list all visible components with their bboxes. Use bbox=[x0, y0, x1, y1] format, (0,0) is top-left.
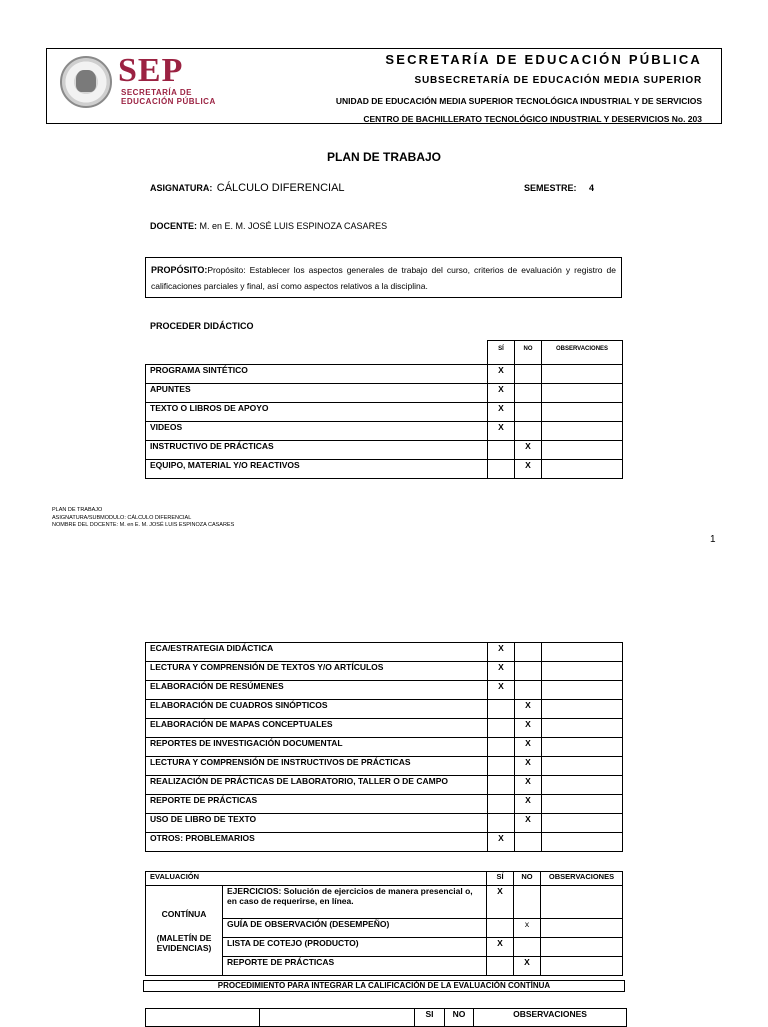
footer-line-1: PLAN DE TRABAJO bbox=[52, 507, 103, 513]
no-cell: X bbox=[515, 460, 542, 479]
sep-logo-sub-line1: SECRETARÍA DE bbox=[121, 88, 192, 97]
si-cell bbox=[488, 795, 515, 814]
evaluacion-item: GUÍA DE OBSERVACIÓN (DESEMPEÑO) bbox=[223, 919, 487, 938]
no-cell: X bbox=[515, 719, 542, 738]
docente-row bbox=[150, 221, 387, 231]
page-footer bbox=[52, 507, 234, 530]
proposito-box bbox=[145, 257, 622, 298]
docente-value: M. en E. M. JOSÉ LUIS ESPINOZA CASARES bbox=[199, 221, 388, 231]
si-cell bbox=[488, 814, 515, 833]
evaluacion-no bbox=[514, 886, 541, 919]
si-cell: X bbox=[488, 422, 515, 441]
si-cell: X bbox=[488, 833, 515, 852]
estrategia-row bbox=[146, 719, 623, 738]
item-label: LECTURA Y COMPRENSIÓN DE TEXTOS Y/O ARTÍCULOS bbox=[146, 662, 488, 681]
evaluacion-no: x bbox=[514, 919, 541, 938]
evaluacion-item: REPORTE DE PRÁCTICAS bbox=[223, 957, 487, 976]
observaciones-cell bbox=[542, 738, 623, 757]
si-cell: X bbox=[488, 384, 515, 403]
sep-logo-subtitle bbox=[121, 88, 216, 106]
no-cell: X bbox=[515, 776, 542, 795]
no-cell bbox=[515, 643, 542, 662]
footer-line-3: NOMBRE DEL DOCENTE: M. en E. M. JOSÉ LUIS ESPINOZA CASARES bbox=[52, 522, 235, 528]
item-label: ELABORACIÓN DE MAPAS CONCEPTUALES bbox=[146, 719, 488, 738]
evaluacion-si: X bbox=[487, 938, 514, 957]
estrategia-row bbox=[146, 700, 623, 719]
no-cell bbox=[515, 662, 542, 681]
observaciones-cell bbox=[542, 681, 623, 700]
proceder-row bbox=[146, 422, 623, 441]
observaciones-cell bbox=[542, 460, 623, 479]
proceder-table-header bbox=[146, 341, 623, 365]
si-cell bbox=[488, 757, 515, 776]
no-cell bbox=[515, 681, 542, 700]
si-cell bbox=[488, 738, 515, 757]
header-line-4: CENTRO DE BACHILLERATO TECNOLÓGICO INDUSTRIAL Y DESERVICIOS No. 203 bbox=[363, 114, 702, 124]
estrategia-row bbox=[146, 833, 623, 852]
item-label: VIDEOS bbox=[146, 422, 488, 441]
header-si: SI bbox=[415, 1009, 445, 1027]
header-evaluacion: EVALUACIÓN bbox=[146, 872, 487, 886]
header-line-1: SECRETARÍA DE EDUCACIÓN PÚBLICA bbox=[385, 52, 702, 67]
observaciones-cell bbox=[542, 662, 623, 681]
proposito-text: Propósito: Establecer los aspectos generales de trabajo del curso, criterios de evaluación y registro de calificaciones parciales y final, así como aspectos relativos a la disciplina. bbox=[151, 265, 616, 291]
item-label: APUNTES bbox=[146, 384, 488, 403]
evaluacion-observaciones bbox=[541, 886, 623, 919]
observaciones-cell bbox=[542, 441, 623, 460]
item-label: TEXTO O LIBROS DE APOYO bbox=[146, 403, 488, 422]
evaluacion-observaciones bbox=[541, 957, 623, 976]
proceder-table bbox=[145, 340, 623, 479]
item-label: PROGRAMA SINTÉTICO bbox=[146, 365, 488, 384]
si-cell: X bbox=[488, 403, 515, 422]
asignatura-row bbox=[150, 178, 345, 196]
estrategia-row bbox=[146, 795, 623, 814]
observaciones-cell bbox=[542, 814, 623, 833]
no-cell: X bbox=[515, 738, 542, 757]
estrategia-row bbox=[146, 681, 623, 700]
header-line-2: SUBSECRETARÍA DE EDUCACIÓN MEDIA SUPERIOR bbox=[414, 75, 702, 86]
si-cell: X bbox=[488, 662, 515, 681]
no-cell bbox=[515, 833, 542, 852]
evaluacion-item: EJERCICIOS: Solución de ejercicios de manera presencial o, en caso de requerirse, en línea. bbox=[223, 886, 487, 919]
header-observaciones: OBSERVACIONES bbox=[541, 872, 623, 886]
evaluacion-table-header bbox=[146, 872, 623, 886]
observaciones-cell bbox=[542, 365, 623, 384]
asignatura-label: ASIGNATURA: bbox=[150, 183, 213, 193]
no-cell bbox=[515, 403, 542, 422]
proceder-row bbox=[146, 403, 623, 422]
evaluacion-table bbox=[145, 871, 623, 976]
continua-group bbox=[146, 886, 223, 976]
proceder-row bbox=[146, 441, 623, 460]
evaluacion-si bbox=[487, 957, 514, 976]
no-cell: X bbox=[515, 700, 542, 719]
proceder-row bbox=[146, 460, 623, 479]
estrategia-row bbox=[146, 643, 623, 662]
no-cell: X bbox=[515, 441, 542, 460]
si-cell: X bbox=[488, 643, 515, 662]
no-cell bbox=[515, 365, 542, 384]
si-cell bbox=[488, 776, 515, 795]
observaciones-cell bbox=[542, 776, 623, 795]
sep-logo-sub-line2: EDUCACIÓN PÚBLICA bbox=[121, 97, 216, 106]
si-cell bbox=[488, 719, 515, 738]
observaciones-cell bbox=[542, 403, 623, 422]
observaciones-cell bbox=[542, 757, 623, 776]
proposito-label: PROPÓSITO: bbox=[151, 265, 208, 275]
semestre-label: SEMESTRE: bbox=[524, 183, 577, 193]
observaciones-cell bbox=[542, 833, 623, 852]
item-label: ELABORACIÓN DE RESÚMENES bbox=[146, 681, 488, 700]
evaluacion-observaciones bbox=[541, 919, 623, 938]
item-label: USO DE LIBRO DE TEXTO bbox=[146, 814, 488, 833]
item-label: ELABORACIÓN DE CUADROS SINÓPTICOS bbox=[146, 700, 488, 719]
estrategia-row bbox=[146, 738, 623, 757]
header-line-3: UNIDAD DE EDUCACIÓN MEDIA SUPERIOR TECNOLÓGICA INDUSTRIAL Y DE SERVICIOS bbox=[335, 96, 702, 106]
item-label: OTROS: PROBLEMARIOS bbox=[146, 833, 488, 852]
no-cell: X bbox=[515, 814, 542, 833]
si-cell: X bbox=[488, 365, 515, 384]
observaciones-cell bbox=[542, 719, 623, 738]
procedimiento-bar: PROCEDIMIENTO PARA INTEGRAR LA CALIFICACIÓN DE LA EVALUACIÓN CONTÍNUA bbox=[143, 980, 625, 992]
evaluacion-si: X bbox=[487, 886, 514, 919]
continua-label: CONTÍNUA bbox=[161, 908, 207, 919]
item-label: LECTURA Y COMPRENSIÓN DE INSTRUCTIVOS DE PRÁCTICAS bbox=[146, 757, 488, 776]
observaciones-cell bbox=[542, 422, 623, 441]
maletin-label: (MALETÍN DE EVIDENCIAS) bbox=[156, 932, 212, 953]
observaciones-cell bbox=[542, 643, 623, 662]
evaluacion-row bbox=[146, 886, 623, 919]
docente-label: DOCENTE: bbox=[150, 221, 197, 231]
procedimiento-table bbox=[145, 1008, 627, 1027]
item-label: EQUIPO, MATERIAL Y/O REACTIVOS bbox=[146, 460, 488, 479]
header-si: SÍ bbox=[487, 872, 514, 886]
si-cell bbox=[488, 441, 515, 460]
observaciones-cell bbox=[542, 384, 623, 403]
estrategia-row bbox=[146, 757, 623, 776]
evaluacion-no: X bbox=[514, 957, 541, 976]
item-label: INSTRUCTIVO DE PRÁCTICAS bbox=[146, 441, 488, 460]
evaluacion-si bbox=[487, 919, 514, 938]
header-no: NO bbox=[445, 1009, 474, 1027]
header-observaciones: OBSERVACIONES bbox=[474, 1009, 627, 1027]
item-label: REALIZACIÓN DE PRÁCTICAS DE LABORATORIO, TALLER O DE CAMPO bbox=[146, 776, 488, 795]
evaluacion-item: LISTA DE COTEJO (PRODUCTO) bbox=[223, 938, 487, 957]
item-label: REPORTES DE INVESTIGACIÓN DOCUMENTAL bbox=[146, 738, 488, 757]
no-cell: X bbox=[515, 795, 542, 814]
evaluacion-observaciones bbox=[541, 938, 623, 957]
header-observaciones: OBSERVACIONES bbox=[542, 341, 623, 365]
observaciones-cell bbox=[542, 795, 623, 814]
semestre-value: 4 bbox=[588, 183, 594, 193]
sep-logo: SEP bbox=[118, 52, 184, 89]
si-cell bbox=[488, 700, 515, 719]
si-cell bbox=[488, 460, 515, 479]
no-cell: X bbox=[515, 757, 542, 776]
estrategia-table bbox=[145, 642, 623, 852]
proceder-row bbox=[146, 384, 623, 403]
item-label: REPORTE DE PRÁCTICAS bbox=[146, 795, 488, 814]
footer-line-2: ASIGNATURA/SUBMODULO: CÁLCULO DIFERENCIAL bbox=[52, 514, 192, 521]
semestre-row bbox=[524, 178, 594, 196]
page-number: 1 bbox=[710, 534, 716, 545]
proceder-row bbox=[146, 365, 623, 384]
page-title: PLAN DE TRABAJO bbox=[326, 150, 441, 164]
estrategia-row bbox=[146, 776, 623, 795]
no-cell bbox=[515, 422, 542, 441]
header-empty bbox=[146, 341, 488, 365]
si-cell: X bbox=[488, 681, 515, 700]
header-no: NO bbox=[514, 872, 541, 886]
observaciones-cell bbox=[542, 700, 623, 719]
estrategia-row bbox=[146, 814, 623, 833]
estrategia-row bbox=[146, 662, 623, 681]
header-no: NO bbox=[515, 341, 542, 365]
evaluacion-no bbox=[514, 938, 541, 957]
header-si: SÍ bbox=[488, 341, 515, 365]
eagle-icon bbox=[76, 70, 96, 92]
asignatura-value: CÁLCULO DIFERENCIAL bbox=[216, 182, 345, 194]
proceder-label: PROCEDER DIDÁCTICO bbox=[150, 321, 254, 331]
item-label: ECA/ESTRATEGIA DIDÁCTICA bbox=[146, 643, 488, 662]
no-cell bbox=[515, 384, 542, 403]
